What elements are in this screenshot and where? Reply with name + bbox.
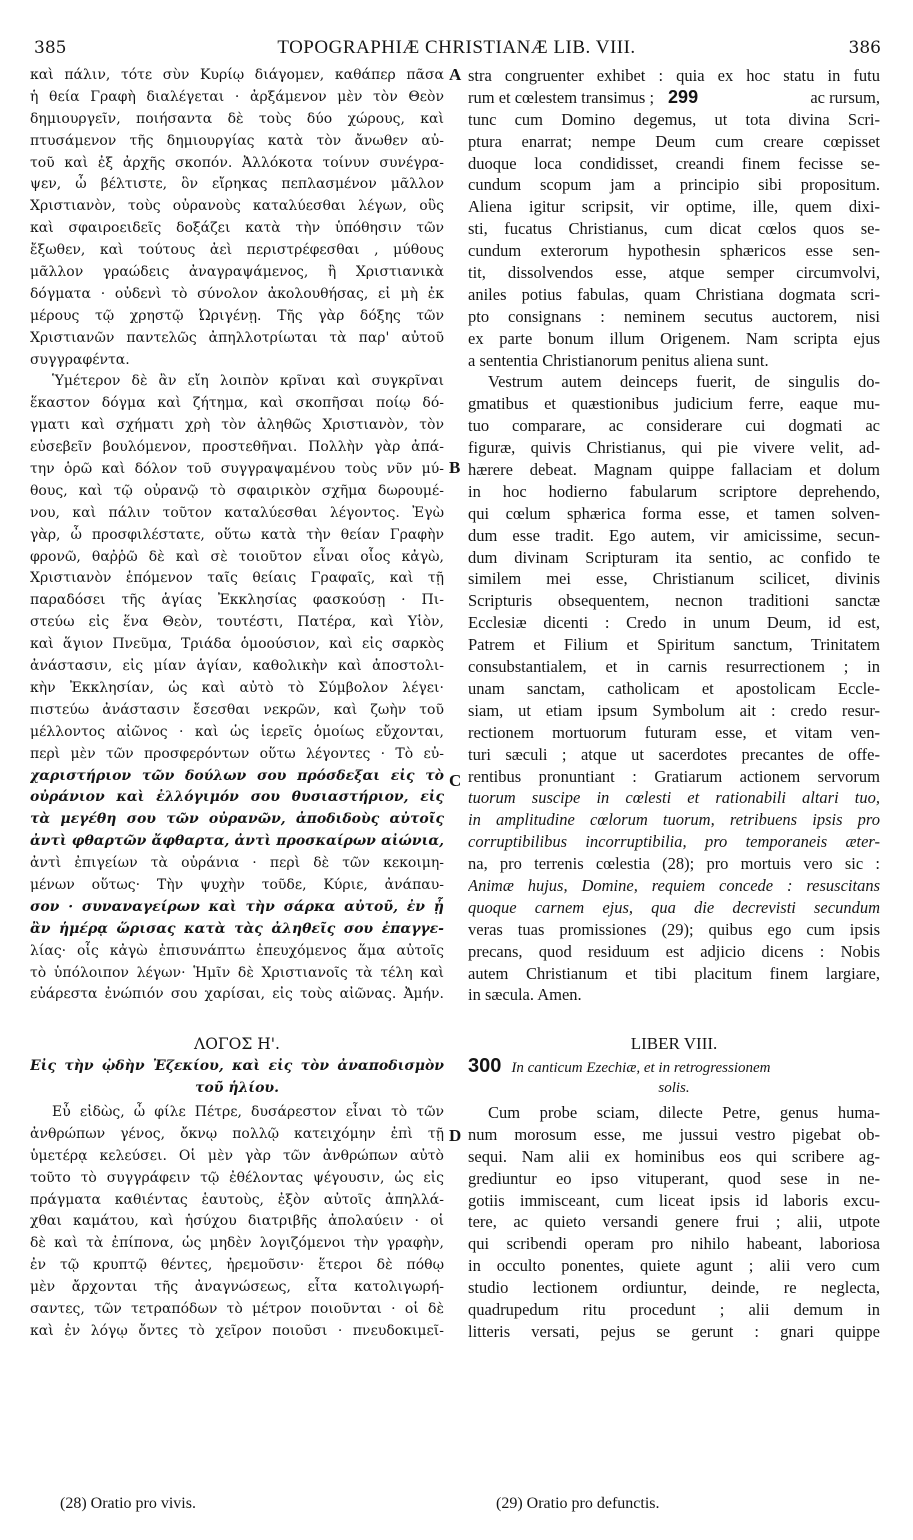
greek-line: σον · συναναγείρων καὶ τὴν σάρκα αὐτοῦ, ἐν ᾗ <box>30 898 444 915</box>
latin-line: a sententia Christianorum penitus aliena sunt. <box>468 350 769 370</box>
latin-book-subtitle <box>468 1056 880 1100</box>
latin-line: figuræ, quivis Christianus, qui pie vivere velit, ad- <box>468 438 880 458</box>
latin-line: qui scribendi operam pro nihilo habeant, laboriosa <box>468 1234 880 1254</box>
latin-line: veras tuas promissiones (29); quibus ego cum ipsis <box>468 919 880 939</box>
greek-subtitle-line: τοῦ ἡλίου. <box>194 1079 280 1096</box>
greek-line: ἡ θεία Γραφὴ διαλέγεται · ἀρξάμενον μὲν τὸν Θεὸν <box>30 88 444 105</box>
greek-line: Εὖ εἰδὼς, ὦ φίλε Πέτρε, δυσάρεστον εἶναι τὸ τῶν <box>52 1104 444 1120</box>
paragraph-number-300: 300 <box>468 1056 502 1077</box>
greek-line: πτυσάμενον τῆς δημιουργίας κατὰ τὸν ἄνωθεν αὐ- <box>30 132 444 149</box>
greek-line: δημιουργεῖν, ποιήσαντα δὲ τοὺς δύο χώρους, καὶ <box>30 110 444 127</box>
latin-line: aniles potius fabulas, quam Christiana dogmata scri- <box>468 284 880 304</box>
latin-line-with-paragraph-number <box>468 87 880 109</box>
greek-line: καὶ σφαιροειδεῖς δοξάζει κατὰ τὴν ὑπόθησιν τῶν <box>30 220 444 237</box>
greek-subtitle-line: Εἰς τὴν ᾠδὴν Ἐζεκίου, καὶ εἰς τὸν ἀναποδισμὸν <box>30 1058 444 1074</box>
greek-line: Χριστιανὸν, τοὺς οὐρανοὺς καταλύεσθαι λέγων, οὓς <box>30 198 444 215</box>
latin-line: sti, fucatus Christianus, cum dicat cœlos quos se- <box>468 219 880 239</box>
greek-line: νου, καὶ πάλιν τοῦτον καταλύεσθαι λέγοντος. Ἐγὼ <box>30 504 444 521</box>
latin-line: duoque loca condidisset, creandi finem fecisse se- <box>468 153 880 173</box>
latin-line: tuorum suscipe in cœlesti et rationabili altari tuo, <box>468 788 880 808</box>
latin-book-heading <box>468 1034 880 1054</box>
page-number-right: 386 <box>848 38 881 58</box>
latin-line: tuo comparare, ac considerare cui dogmati ac <box>468 416 880 436</box>
latin-line: turi sæculi ; atque ut sacerdotes precantes de offe- <box>468 744 880 764</box>
greek-line: λίας· οἷς κἀγὼ ἐπισυνάπτω ἐπευχόμενος ἅμα αὐτοῖς <box>30 942 444 959</box>
latin-column-bottom <box>468 1102 880 1343</box>
latin-line: Animæ hujus, Domine, requiem concede : resuscitans <box>468 875 880 895</box>
greek-line: ἐν τῷ κρυπτῷ θέντες, ἠρεμοῦσιν· ἕτεροι δὲ πόθῳ <box>30 1257 444 1274</box>
greek-line: την ὁρῶ καὶ δόλον τοῦ συγγραψαμένου τοὺς νῦν μύ- <box>30 461 444 478</box>
latin-line: tunc cum Domino degemus, ut tota divina Scri- <box>468 109 880 129</box>
greek-line: ἕκαστον δόγμα καὶ ζήτημα, καὶ σκοπῆσαι ποίῳ δό- <box>30 395 444 412</box>
latin-line: dum divinam Scripturam ita sentio, ac confido te <box>468 547 880 567</box>
greek-line: Χριστιανὸν ἑπόμενον ταῖς θείαις Γραφαῖς, καὶ τῇ <box>30 570 444 587</box>
greek-line: μὲν ἄρχονται τῆς ἀναγνώσεως, εἶτα κατολιγωρή- <box>30 1279 444 1296</box>
greek-line: οὐράνιον καὶ ἐλλόγιμόν σου θυσιαστήριον, εἰς <box>30 789 444 806</box>
greek-line: στεύω εἰς ἕνα Θεὸν, τουτέστι, Πατέρα, καὶ Υἱὸν, <box>30 614 444 631</box>
latin-line: stra congruenter exhibet : quia ex hoc statu in futu <box>468 66 880 85</box>
latin-line: autem Christianum et tibi placitum finem largiare, <box>468 963 880 983</box>
latin-line: Scripturis obsequentem, necnon traditioni sanctæ <box>468 591 880 611</box>
latin-line: sequi. Nam alii ex hominibus eos qui scribere ag- <box>468 1146 880 1166</box>
greek-line: Ὑμέτερον δὲ ἂν εἴη λοιπὸν κρῖναι καὶ συγκρῖναι <box>52 373 444 390</box>
greek-line: ἀντὶ ἐπιγείων τὰ οὐράνια · περὶ δὲ τῶν κεκοιμη- <box>30 855 444 872</box>
greek-line: φρονῶ, θαῤῥῶ δὲ καὶ σὲ τοιοῦτον εἶναι οἷος κἀγὼ, <box>30 548 444 565</box>
latin-line: tere, ac quieto versandi genere frui ; alii, utpote <box>468 1212 880 1232</box>
greek-line: καὶ ἐν λόγῳ ὄντες τὸ χεῖρον ποιοῦσι · πνευδοκιμεῖ- <box>30 1322 444 1339</box>
latin-line: rectionem mortuorum futuram esse, et vitam ven- <box>468 722 880 742</box>
latin-subtitle-text: In canticum Ezechiæ, et in retrogressionem <box>511 1060 771 1076</box>
greek-line: Χριστιανῶν παντελῶς ἀπηλλοτρίωται τὰ παρ' αὐτοῦ <box>30 329 444 346</box>
latin-line: rentibus pronuntiant : Gratiarum actionem servorum <box>468 766 880 786</box>
latin-line: in hoc hodierno fabularum scriptore deprehendo, <box>468 481 880 501</box>
latin-line: unam sanctam, catholicam et apostolicam Eccle- <box>468 678 880 698</box>
latin-line: num morosum esse, me jussui vestro pigebat ob- <box>468 1124 880 1144</box>
latin-line: qui cœlum sphærica forma esse, et tamen solven- <box>468 503 880 523</box>
greek-line: ἀνάστασιν, εἰς μίαν ἁγίαν, καθολικὴν καὶ ἀποστολι- <box>30 658 444 675</box>
greek-line: ὑμετέρᾳ κελεύσει. Οἱ μὲν γὰρ τῶν ἀνθρώπων αὐτὸ <box>30 1147 444 1164</box>
greek-line: κὴν Ἐκκλησίαν, ὡς καὶ αὐτὸ τὸ Σύμβολον λέγει· <box>30 679 444 696</box>
greek-line: τοῦτο τὸ συγγράφειν τῷ ἐθέλοντας ψέγουσιν, ὡς εἰς <box>30 1169 444 1186</box>
latin-line: precans, quod residuum est adjicio dicens : Nobis <box>468 941 880 961</box>
greek-line: τὰ μεγέθη σου τῶν οὐρανῶν, ἀποδιδοὺς αὐτοῖς <box>30 811 444 828</box>
latin-line-text: rum et cœlestem transimus ; <box>468 87 655 107</box>
latin-line: litteris versati, pejus se gerunt : gnari quippe <box>468 1321 880 1341</box>
greek-book-heading <box>30 1034 444 1054</box>
latin-line: quoque carnem ejus, qua die decrevisti secundum <box>468 897 880 917</box>
greek-line: τὸ ὑπόλοιπον λέγων· Ἡμῖν δὲ Χριστιανοῖς τὰ τέλη καὶ <box>30 964 444 981</box>
running-title: TOPOGRAPHIÆ CHRISTIANÆ LIB. VIII. <box>277 37 636 58</box>
greek-line: ἔξωθεν, καὶ τούτους ἀεὶ περιστρέφεσθαι , μύθους <box>30 242 444 259</box>
greek-line: χθαι καμάτου, καὶ ἡσύχου διατριβῆς ἀπολαύειν · οἱ <box>30 1213 444 1230</box>
greek-line: χαριστήριον τῶν δούλων σου πρόσδεξαι εἰς τὸ <box>30 767 444 784</box>
latin-line: na, pro terrenis cœlestia (28); pro mortuis vero sic : <box>468 854 880 874</box>
latin-line: consubstantialem, et in carnis resurrectionem ; in <box>468 657 880 677</box>
greek-column-bottom <box>30 1102 444 1343</box>
greek-line: ἂν ἡμέρᾳ ὥρισας κατὰ τὰς ἀληθεῖς σου ἐπαγγε- <box>30 920 444 937</box>
latin-line: pto consignans : neminem secutus auctorem, nisi <box>468 306 880 326</box>
greek-line: καὶ πάλιν, τότε σὺν Κυρίῳ διάγομεν, καθάπερ πᾶσα <box>30 67 444 83</box>
margin-mark-b: B <box>449 458 461 477</box>
greek-line: ἀνθρώπων γένος, ὄκνῳ πολλῷ κατειχόμην ἐπὶ τῇ <box>30 1125 444 1142</box>
latin-line: quadrupedum ritu procedunt ; alii demum in <box>468 1300 880 1320</box>
latin-line: Patrem et Filium et Spiritum sanctum, Trinitatem <box>468 635 880 655</box>
latin-line: studio lectionem ordiuntur, deinde, re neglecta, <box>468 1278 880 1298</box>
latin-line: tit, dissolvendos esse, atque semper circumvolvi, <box>468 263 880 283</box>
page-number-left: 385 <box>34 38 67 58</box>
margin-mark-c: C <box>449 771 462 790</box>
margin-mark-a: A <box>449 65 462 84</box>
latin-line: Aliena igitur scripsit, vir optime, ille, quem dixi- <box>468 197 880 217</box>
latin-line: gmatibus et quæstionibus judicium ferre, eaque mu- <box>468 394 880 414</box>
latin-line: cundum exterorum hypothesin sphæricos esse sen- <box>468 241 880 261</box>
greek-line: δὲ καὶ τὰ ἐπίπονα, ὡς μηδὲν λογιζόμενοι τὴν γραφὴν, <box>30 1235 444 1252</box>
latin-line: grediuntur eo ipso vituperant, quod sese in ne- <box>468 1168 880 1188</box>
footnote-29: (29) Oratio pro defunctis. <box>496 1495 660 1512</box>
latin-line: in occulto ponentes, quiete agunt ; alii vero cum <box>468 1256 880 1276</box>
greek-line: περὶ μὲν τῶν προσφερόντων οὕτω λέγοντες · Τὸ εὐ- <box>30 745 444 762</box>
latin-line: gotiis immisceant, cum liceat ipsis id laboris excu- <box>468 1190 880 1210</box>
greek-line: μένων οὕτως· Τὴν ψυχὴν τοῦδε, Κύριε, ἀνάπαυ- <box>30 876 444 893</box>
latin-line: corruptibilibus incorruptibilia, pro temporaneis æter- <box>468 832 880 852</box>
greek-line: τοῦ καὶ ἐξ ἀρχῆς σκοπόν. Ἀλλόκοτα τοίνυν συνέγρα- <box>30 154 444 171</box>
greek-line: γματι καὶ σχήματι χρὴ τὸν ἀληθῶς Χριστιανὸν, τὸν <box>30 417 444 434</box>
latin-line: in amplitudine cœlorum tuorum, retribuens ipsis pro <box>468 810 880 830</box>
greek-line: συγγραφέντα. <box>30 351 130 368</box>
greek-line: εὐάρεστα ἐνώπιόν σου χαρίσαι, εἰς τοὺς αἰῶνας. Ἀμήν. <box>30 986 444 1003</box>
latin-book-title: LIBER VIII. <box>630 1034 718 1053</box>
margin-mark-d: D <box>449 1126 462 1145</box>
latin-line-text: ac rursum, <box>810 87 880 107</box>
latin-line: in sæcula. Amen. <box>468 985 582 1005</box>
latin-subtitle-line <box>468 1056 880 1078</box>
latin-column-top <box>468 65 880 1006</box>
greek-line: ψεν, ὦ βέλτιστε, ὃν εἴρηκας πεπλασμένον μᾶλλον <box>30 176 444 193</box>
greek-line: σαντες, τῶν τετραπόδων τὸ μέτρον ποιοῦνται · οἱ δὲ <box>30 1301 444 1318</box>
latin-subtitle-line: solis. <box>658 1079 690 1096</box>
latin-line: similem mei esse, Christianum scilicet, divinis <box>468 569 880 589</box>
greek-line: μέλλοντος αἰῶνος · καὶ ὡς ἱερεῖς ὁμοίως εὔχονται, <box>30 723 444 740</box>
greek-column-top <box>30 65 444 1006</box>
latin-line: Vestrum autem deinceps fuerit, de singulis do- <box>488 372 880 392</box>
greek-book-title: ΛΟΓΟΣ Η'. <box>194 1035 280 1053</box>
greek-line: μέρους τῷ χρηστῷ Ὠριγένῃ. Τῆς γὰρ δόξης τῶν <box>30 307 444 324</box>
greek-line: δόγματα · οὐδενὶ τὸ σύνολον ἀκολουθήσας, εἰ μὴ ἐκ <box>30 285 444 302</box>
latin-line: hærere debeat. Magnam quippe fallaciam et dolum <box>468 460 880 480</box>
greek-line: ἀντὶ φθαρτῶν ἄφθαρτα, ἀντὶ προσκαίρων αἰώνια, <box>30 833 444 850</box>
greek-line: καὶ ἅγιον Πνεῦμα, Τριάδα ὁμοούσιον, καὶ εἰς σαρκὸς <box>30 636 444 653</box>
greek-line: πιστεύω ἀνάστασιν ἔσεσθαι νεκρῶν, καὶ ζωὴν τοῦ <box>30 701 444 718</box>
greek-line: παραδόσει τῆς ἁγίας Ἐκκλησίας φασκούσῃ · Πι- <box>30 592 444 609</box>
greek-line: γὰρ, ὦ προσφιλέστατε, οὕτω κατὰ τὴν θείαν Γραφὴν <box>30 526 444 543</box>
footnote-28: (28) Oratio pro vivis. <box>60 1495 196 1512</box>
greek-book-subtitle <box>30 1056 444 1100</box>
greek-line: θους, καὶ τῷ οὐρανῷ τὸ σφαιρικὸν σχῆμα δωρουμέ- <box>30 482 444 499</box>
greek-line: πράγματα καθιέντας ἑαυτοὺς, ἐξὸν αὐτοῖς ἀπηλλά- <box>30 1191 444 1208</box>
latin-line: dum esse tradit. Ego autem, vir amicissime, secun- <box>468 525 880 545</box>
latin-line: siam, ut etiam ipsum Symbolum ait : credo resur- <box>468 700 880 720</box>
greek-line: μᾶλλον γραώδεις ἀναγραψάμενος, ἢ Χριστιανικὰ <box>30 264 444 281</box>
latin-line: ptura enarrat; nempe Deum cum creare cœpisset <box>468 131 880 151</box>
latin-line: Cum probe sciam, dilecte Petre, genus huma- <box>488 1103 880 1122</box>
paragraph-number-299: 299 <box>668 86 699 107</box>
greek-line: εὐσεβεῖν βουλόμενον, προστεθῆναι. Πολλὴν γὰρ ἀπά- <box>30 439 444 456</box>
latin-line: cundum scopum jam a principio sibi propositum. <box>468 175 880 195</box>
latin-line: Ecclesiæ dicenti : Credo in unum Deum, id est, <box>468 613 880 633</box>
latin-line: ex parte bonum illum Origenem. Nam scripta ejus <box>468 328 880 348</box>
